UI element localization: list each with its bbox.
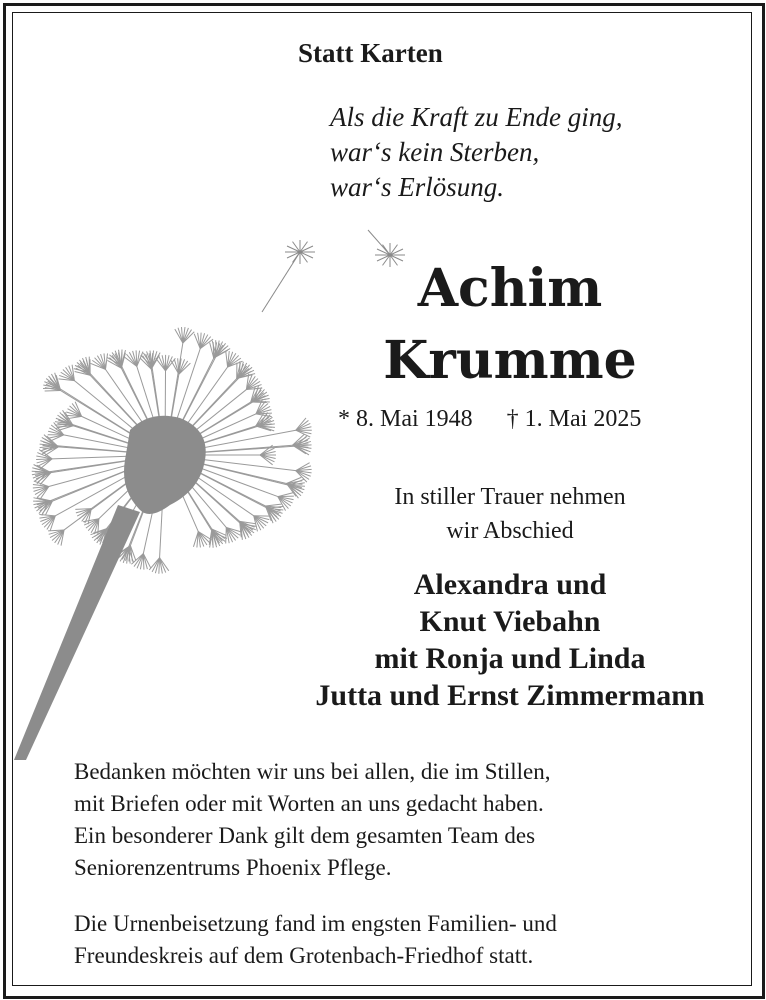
seed-filament [213,342,214,358]
thanks-line: Seniorenzentrums Phoenix Pflege. [74,855,392,880]
poem-line: war‘s kein Sterben, [330,137,540,167]
first-name: Achim [417,258,603,319]
seed-filament [143,554,144,570]
mourning-text [330,480,690,548]
thanks-line: mit Briefen oder mit Worten an uns gedacht haben. [74,791,544,816]
dandelion-stem [14,505,140,760]
seed-filament [49,435,64,442]
poem-line: Als die Kraft zu Ende ging, [330,102,623,132]
seed-filament [36,459,52,460]
seed-filament [296,430,312,434]
seed-filament [45,391,61,392]
family-line: Knut Viebahn [419,605,601,638]
thanks-line: Ein besonderer Dank gilt dem gesamten Team des [74,823,536,848]
burial-paragraph [74,908,557,972]
heading [298,38,443,69]
seed-filament [226,351,228,367]
seed-filament [136,350,137,366]
family-line: mit Ronja und Linda [374,642,646,675]
heading-text: Statt Karten [298,38,443,68]
thanks-paragraph [74,756,551,884]
mourning-line: wir Abschied [446,518,574,544]
mourning-line: In stiller Trauer nehmen [394,484,626,510]
flying-seed-stalk [262,252,300,312]
family-names [280,566,740,714]
seed-filament [48,435,64,438]
life-dates [338,406,641,433]
family-line: Jutta und Ernst Zimmermann [315,679,705,712]
poem [330,100,623,205]
seed-filament [265,504,281,506]
seed-filament [106,353,108,369]
poem-line: war‘s Erlösung. [330,172,505,202]
burial-line: Die Urnenbeisetzung fand im engsten Familien- und [74,911,557,936]
burial-line: Freundeskreis auf dem Grotenbach-Friedhof statt. [74,943,534,968]
death-date: † 1. Mai 2025 [506,406,642,432]
last-name: Krumme [383,330,637,391]
birth-date: * 8. Mai 1948 [338,406,473,432]
family-line: Alexandra und [413,568,607,601]
thanks-line: Bedanken möchten wir uns bei allen, die im Stillen, [74,759,551,784]
